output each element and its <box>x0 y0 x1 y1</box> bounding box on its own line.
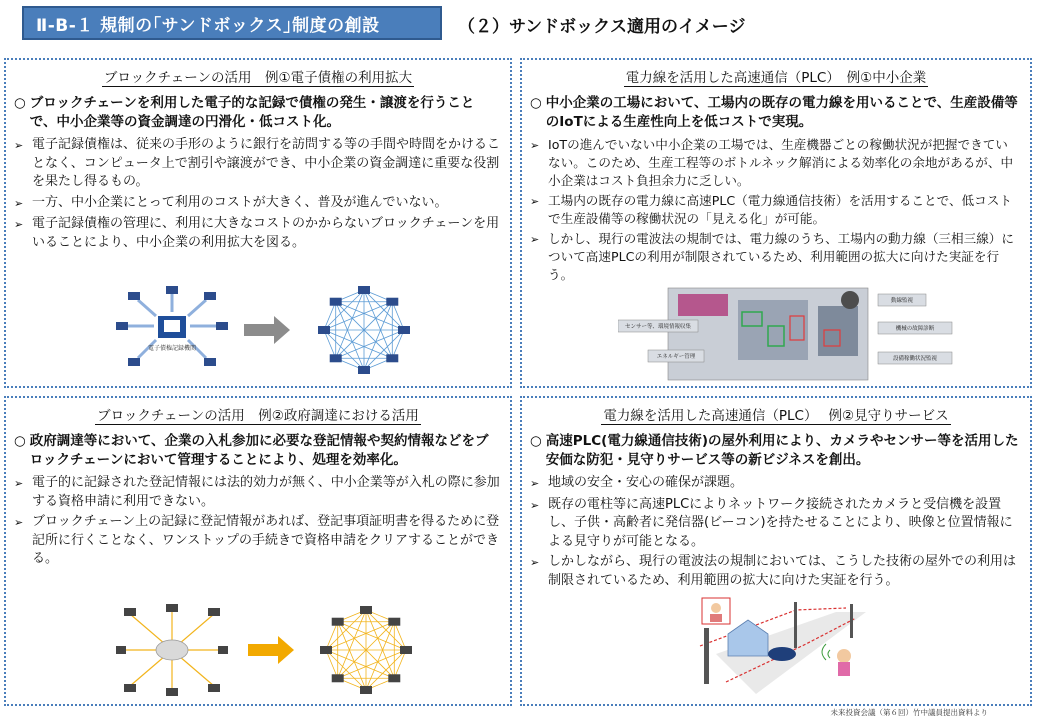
lead-text: 政府調達等において、企業の入札参加に必要な登記情報や契約情報などをブロックチェーンにおいて管理することにより、処理を効率化。 <box>29 433 489 468</box>
arrow-bullet-icon: ➢ <box>530 477 540 490</box>
laptop-icon <box>218 646 228 654</box>
panel-lead <box>14 432 500 470</box>
cloud-to-mesh-diagram <box>116 604 436 696</box>
photo-label: 設備稼働状況監視 <box>892 356 938 362</box>
list-item: ➢ IoTの進んでいない中小企業の工場では、生産機器ごとの稼働状況が把握できていない。このため、生産工程等のボトルネック解消による効率化の余地があるが、中小企業はコスト負担余力に乏しい。 <box>530 137 1014 188</box>
laptop-icon <box>388 618 400 626</box>
laptop-icon <box>330 354 342 362</box>
list-item: ➢ 電子記録債権の管理に、利用に大きなコストのかからないブロックチェーンを用いることにより、中小企業の利用拡大を図る。 <box>14 215 500 252</box>
car-icon <box>768 647 796 661</box>
arrow-bullet-icon: ➢ <box>14 139 24 152</box>
bullet-list <box>530 474 1020 590</box>
laptop-icon <box>332 674 344 682</box>
blockchain-mesh-network <box>320 606 412 694</box>
panel-heading: ブロックチェーンの活用 例②政府調達における活用 <box>97 408 419 424</box>
list-item: ➢ 工場内の既存の電力線に高速PLC（電力線通信技術）を活用することで、低コストで生産設備等の稼働状況の「見える化」が可能。 <box>530 193 1012 226</box>
beacon-signal-icon <box>822 644 830 660</box>
list-item: ➢ しかしながら、現行の電波法の規制においては、こうした技術の屋外での利用は制限されているため、利用範囲の拡大に向けた実証を行う。 <box>530 553 1020 590</box>
centralized-to-distributed-diagram <box>116 286 436 378</box>
arrow-bullet-icon: ➢ <box>530 233 540 246</box>
circle-mark-icon: ○ <box>14 433 26 449</box>
laptop-icon <box>204 292 216 300</box>
panel-lead <box>530 94 1020 132</box>
laptop-icon <box>398 326 410 334</box>
panel-heading: 電力線を活用した高速通信（PLC） 例②見守りサービス <box>603 408 949 424</box>
laptop-icon <box>204 358 216 366</box>
laptop-icon <box>360 686 372 694</box>
list-item: ➢ 地域の安全・安心の確保が課題。 <box>530 474 1020 494</box>
factory-photo-collage <box>618 286 958 382</box>
arrow-bullet-icon: ➢ <box>530 556 540 569</box>
circle-mark-icon: ○ <box>14 95 26 111</box>
list-item: ➢ しかし、現行の電波法の規制では、電力線のうち、工場内の動力線（三相三線）について高速PLCの利用が制限されているため、利用範囲の拡大に向けた実証を行う。 <box>530 231 1014 282</box>
lead-text: 高速PLC(電力線通信技術)の屋外利用により、カメラやセンサー等を活用した安価な防犯・見守りサービス等の新ビジネスを創出。 <box>545 433 1019 468</box>
arrow-bullet-icon: ➢ <box>14 218 24 231</box>
panel-lead <box>14 94 500 132</box>
laptop-icon <box>208 608 220 616</box>
laptop-icon <box>318 326 330 334</box>
laptop-icon <box>128 292 140 300</box>
arrow-bullet-icon: ➢ <box>14 477 24 490</box>
town-watch-illustration <box>686 594 876 702</box>
arrow-bullet-icon: ➢ <box>530 195 540 208</box>
photo-label: エネルギー管理 <box>656 354 696 360</box>
laptop-icon <box>386 354 398 362</box>
blockchain-mesh-network <box>318 286 410 374</box>
page-title: Ⅱ-B-１ 規制の｢サンドボックス｣制度の創設 <box>22 6 442 40</box>
laptop-icon <box>320 646 332 654</box>
gold-arrow-icon <box>248 636 294 664</box>
laptop-icon <box>124 608 136 616</box>
bullet-list <box>14 474 500 569</box>
list-item: ➢ 電子記録債権は、従来の手形のように銀行を訪問する等の手間や時間をかけることなく、コンピュータ上で割引や譲渡ができ、中小企業の資金調達に重要な役割を果たし得るもの。 <box>14 136 500 192</box>
page-subtitle: （２）サンドボックス適用のイメージ <box>458 17 746 37</box>
circle-mark-icon: ○ <box>530 95 542 111</box>
panel-lead <box>530 432 1020 470</box>
list-item: ➢ ブロックチェーン上の記録に登記情報があれば、登記事項証明書を得るために登記所に行くことなく、ワンストップの手続きで資格申請をクリアすることができる。 <box>14 513 500 569</box>
utility-pole-icon <box>704 628 709 684</box>
laptop-icon <box>388 674 400 682</box>
laptop-icon <box>116 646 126 654</box>
laptop-icon <box>116 322 128 330</box>
panel-heading: 電力線を活用した高速通信（PLC） 例①中小企業 <box>625 70 927 86</box>
list-item: ➢ 一方、中小企業にとって利用のコストが大きく、普及が進んでいない。 <box>14 194 500 214</box>
panel-plc-factory <box>520 58 1032 388</box>
lead-text: 中小企業の工場において、工場内の既存の電力線を用いることで、生産設備等のIoTによる生産性向上を低コストで実現。 <box>545 95 1018 130</box>
utility-pole-icon <box>850 604 853 638</box>
child-icon <box>837 649 851 663</box>
laptop-icon <box>128 358 140 366</box>
cloud-icon <box>156 640 188 660</box>
circle-mark-icon: ○ <box>530 433 542 449</box>
bullet-list <box>530 136 1020 284</box>
source-note: 未来投資会議（第６回）竹中議員提出資料より <box>830 708 988 717</box>
camera-icon <box>841 291 859 309</box>
panel-plc-watch-service <box>520 396 1032 706</box>
laptop-icon <box>330 298 342 306</box>
photo-label: 動線監視 <box>890 298 914 304</box>
lead-text: ブロックチェーンを利用した電子的な記録で債権の発生・譲渡を行うことで、中小企業等の資金調達の円滑化・低コスト化。 <box>29 95 475 130</box>
arrow-bullet-icon: ➢ <box>14 196 24 210</box>
centralized-hub-diagram <box>116 286 228 366</box>
laptop-icon <box>208 684 220 692</box>
photo-label: 機械の故障診断 <box>895 326 935 332</box>
house-icon <box>728 620 768 656</box>
list-item: ➢ 既存の電柱等に高速PLCによりネットワーク接続されたカメラと受信機を設置し、子供・高齢者に発信器(ビーコン)を持たせることにより、映像と位置情報による見守りが可能となる。 <box>530 496 1020 552</box>
laptop-icon <box>358 286 370 294</box>
central-node-label: 電子債権記録機関 <box>147 345 197 352</box>
arrow-bullet-icon: ➢ <box>14 516 24 529</box>
laptop-icon <box>166 604 178 612</box>
panel-blockchain-procurement <box>4 396 512 706</box>
laptop-icon <box>332 618 344 626</box>
panel-heading: ブロックチェーンの活用 例①電子債権の利用拡大 <box>103 70 413 86</box>
arrow-bullet-icon: ➢ <box>530 498 540 512</box>
laptop-icon <box>358 366 370 374</box>
laptop-icon <box>166 286 178 294</box>
laptop-icon <box>360 606 372 614</box>
laptop-icon <box>124 684 136 692</box>
panel-blockchain-e-bond <box>4 58 512 388</box>
laptop-icon <box>166 688 178 696</box>
gray-arrow-icon <box>244 316 290 344</box>
cloud-hub-diagram <box>116 604 228 696</box>
laptop-icon <box>386 298 398 306</box>
laptop-icon <box>216 322 228 330</box>
list-item: ➢ 電子的に記録された登記情報には法的効力が無く、中小企業等が入札の際に参加する資格申請に利用できない。 <box>14 474 500 511</box>
photo-label: センサー等、環境情報収集 <box>624 324 692 330</box>
laptop-icon <box>400 646 412 654</box>
utility-pole-icon <box>794 602 797 648</box>
bullet-list <box>14 136 500 252</box>
arrow-bullet-icon: ➢ <box>530 139 540 152</box>
